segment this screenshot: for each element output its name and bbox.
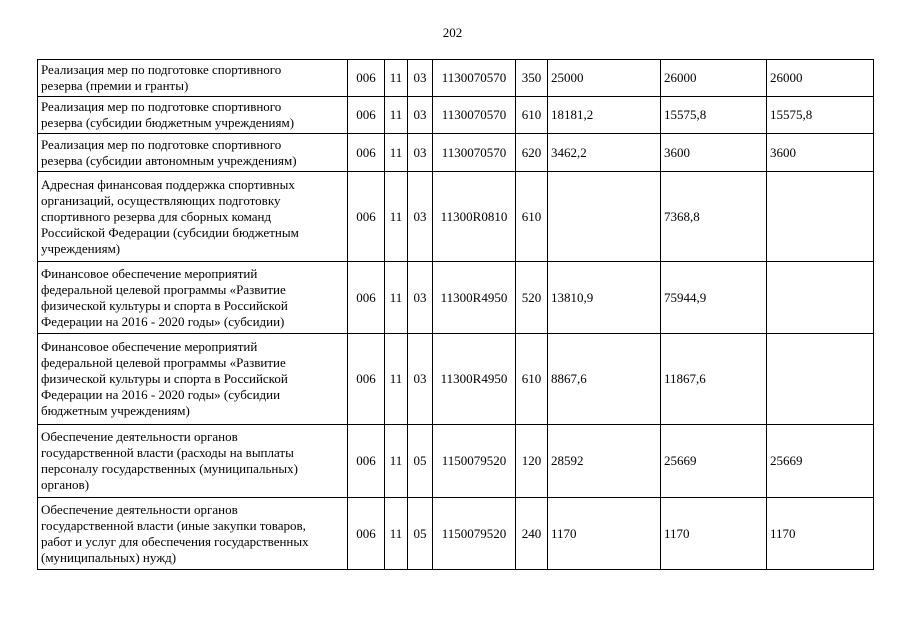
section-code: 11 xyxy=(385,425,408,498)
target-article-code: 1150079520 xyxy=(433,425,516,498)
subsection-code: 03 xyxy=(408,134,433,172)
target-article-code: 11300R4950 xyxy=(433,262,516,334)
section-code: 11 xyxy=(385,97,408,134)
row-name: Реализация мер по подготовке спортивного резерва (субсидии автономным учреждениям) xyxy=(38,134,348,172)
expense-type-code: 620 xyxy=(516,134,548,172)
row-name: Адресная финансовая поддержка спортивных организаций, осуществляющих подготовку спортивного резерва для сборных команд Российской Федерации (субсидии бюджетным учреждениям) xyxy=(38,172,348,262)
target-article-code: 1130070570 xyxy=(433,97,516,134)
subsection-code: 03 xyxy=(408,334,433,425)
section-code: 11 xyxy=(385,334,408,425)
amount-year-1: 1170 xyxy=(548,498,661,570)
amount-year-3: 26000 xyxy=(767,60,874,97)
ministry-code: 006 xyxy=(348,498,385,570)
table-row xyxy=(38,334,874,425)
expense-type-code: 610 xyxy=(516,334,548,425)
table-row xyxy=(38,262,874,334)
row-name: Обеспечение деятельности органов государственной власти (расходы на выплаты персоналу государственных (муниципальных) органов) xyxy=(38,425,348,498)
amount-year-3: 3600 xyxy=(767,134,874,172)
table-row xyxy=(38,97,874,134)
table-row xyxy=(38,172,874,262)
amount-year-1 xyxy=(548,172,661,262)
table-row xyxy=(38,498,874,570)
expense-type-code: 520 xyxy=(516,262,548,334)
amount-year-2: 7368,8 xyxy=(661,172,767,262)
amount-year-3 xyxy=(767,262,874,334)
target-article-code: 1130070570 xyxy=(433,134,516,172)
ministry-code: 006 xyxy=(348,172,385,262)
amount-year-3 xyxy=(767,172,874,262)
amount-year-2: 11867,6 xyxy=(661,334,767,425)
amount-year-1: 25000 xyxy=(548,60,661,97)
ministry-code: 006 xyxy=(348,134,385,172)
amount-year-2: 3600 xyxy=(661,134,767,172)
amount-year-2: 1170 xyxy=(661,498,767,570)
table-row xyxy=(38,60,874,97)
row-name: Обеспечение деятельности органов государственной власти (иные закупки товаров, работ и услуг для обеспечения государственных (муниципальных) нужд) xyxy=(38,498,348,570)
target-article-code: 1130070570 xyxy=(433,60,516,97)
subsection-code: 03 xyxy=(408,97,433,134)
ministry-code: 006 xyxy=(348,425,385,498)
amount-year-2: 15575,8 xyxy=(661,97,767,134)
amount-year-2: 25669 xyxy=(661,425,767,498)
amount-year-1: 13810,9 xyxy=(548,262,661,334)
row-name: Реализация мер по подготовке спортивного резерва (премии и гранты) xyxy=(38,60,348,97)
amount-year-1: 8867,6 xyxy=(548,334,661,425)
amount-year-1: 18181,2 xyxy=(548,97,661,134)
amount-year-3: 25669 xyxy=(767,425,874,498)
amount-year-3: 1170 xyxy=(767,498,874,570)
ministry-code: 006 xyxy=(348,97,385,134)
amount-year-3: 15575,8 xyxy=(767,97,874,134)
subsection-code: 05 xyxy=(408,425,433,498)
amount-year-2: 26000 xyxy=(661,60,767,97)
subsection-code: 03 xyxy=(408,262,433,334)
section-code: 11 xyxy=(385,134,408,172)
ministry-code: 006 xyxy=(348,60,385,97)
target-article-code: 11300R4950 xyxy=(433,334,516,425)
page-number: 202 xyxy=(442,25,463,40)
row-name: Реализация мер по подготовке спортивного резерва (субсидии бюджетным учреждениям) xyxy=(38,97,348,134)
expense-type-code: 610 xyxy=(516,97,548,134)
expense-type-code: 240 xyxy=(516,498,548,570)
budget-table xyxy=(37,59,874,570)
amount-year-1: 3462,2 xyxy=(548,134,661,172)
amount-year-3 xyxy=(767,334,874,425)
table-row xyxy=(38,425,874,498)
table-row xyxy=(38,134,874,172)
section-code: 11 xyxy=(385,498,408,570)
target-article-code: 1150079520 xyxy=(433,498,516,570)
amount-year-2: 75944,9 xyxy=(661,262,767,334)
ministry-code: 006 xyxy=(348,262,385,334)
section-code: 11 xyxy=(385,172,408,262)
subsection-code: 03 xyxy=(408,60,433,97)
expense-type-code: 610 xyxy=(516,172,548,262)
expense-type-code: 350 xyxy=(516,60,548,97)
row-name: Финансовое обеспечение мероприятий федеральной целевой программы «Развитие физической культуры и спорта в Российской Федерации на 2016 - 2020 годы» (субсидии бюджетным учреждениям) xyxy=(38,334,348,425)
amount-year-1: 28592 xyxy=(548,425,661,498)
ministry-code: 006 xyxy=(348,334,385,425)
target-article-code: 11300R0810 xyxy=(433,172,516,262)
expense-type-code: 120 xyxy=(516,425,548,498)
section-code: 11 xyxy=(385,262,408,334)
section-code: 11 xyxy=(385,60,408,97)
subsection-code: 05 xyxy=(408,498,433,570)
subsection-code: 03 xyxy=(408,172,433,262)
row-name: Финансовое обеспечение мероприятий федеральной целевой программы «Развитие физической культуры и спорта в Российской Федерации на 2016 - 2020 годы» (субсидии) xyxy=(38,262,348,334)
